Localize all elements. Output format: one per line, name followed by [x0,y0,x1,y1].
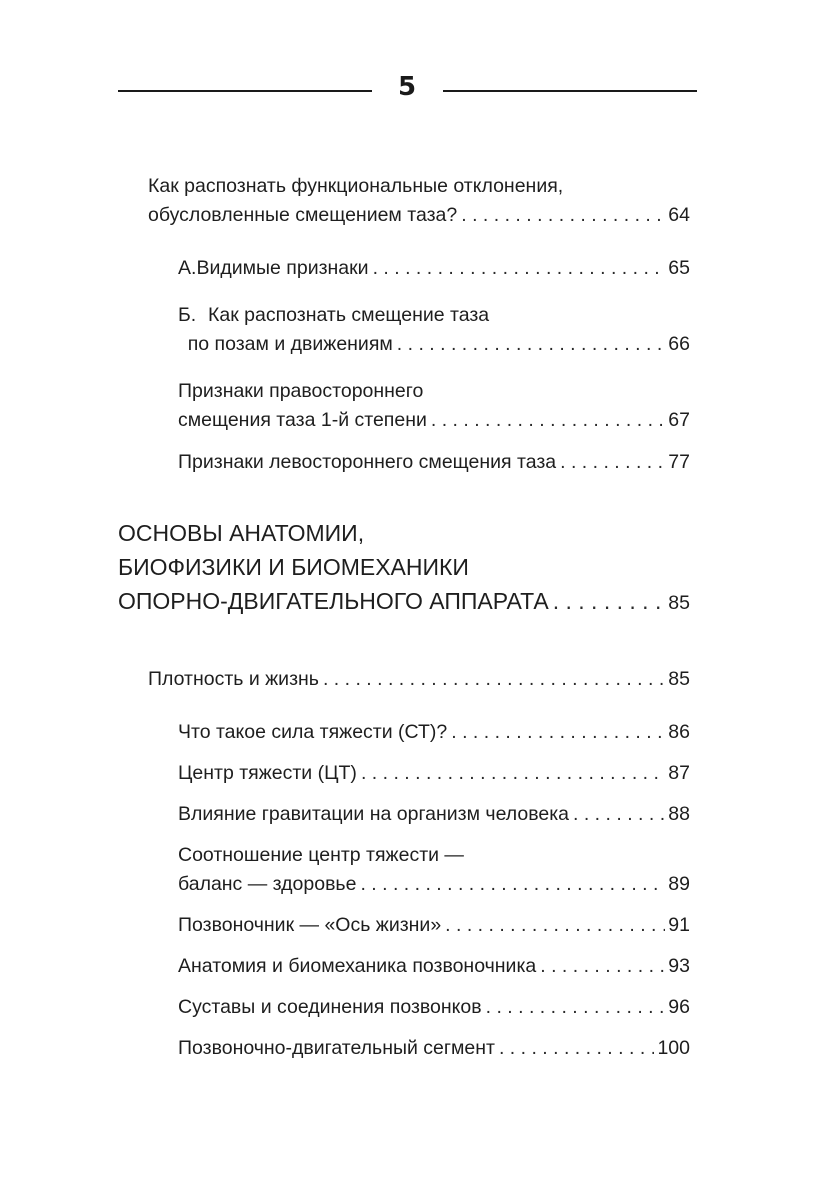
toc-entry-page: 85 [668,592,690,614]
toc-entry-title: по позам и движениям [187,333,393,355]
toc-entry[interactable] [178,841,690,899]
toc-section-entry[interactable] [118,516,690,620]
toc-section-title: ОПОРНО-ДВИГАТЕЛЬНОГО АППАРАТА [118,588,549,614]
toc-entry-page: 65 [668,257,690,279]
toc-entry-title: Что такое сила тяжести (СТ)? [178,721,448,743]
toc-entry-page: 67 [668,409,690,431]
toc-entry-title: Признаки левостороннего смещения таза [178,451,557,473]
toc-entry-title: Позвоночник — «Ось жизни» [178,914,442,936]
toc-entry[interactable] [178,301,690,359]
toc-entry-title: Влияние гравитации на организм человека [178,803,570,825]
toc-entry-page: 100 [657,1037,690,1059]
toc-entry[interactable] [178,800,690,829]
toc-entry[interactable] [178,718,690,747]
toc-entry-page: 66 [668,333,690,355]
toc-entry-title: обусловленные смещением таза? [148,204,458,226]
dot-leader [431,406,665,435]
toc-entry-page: 87 [668,762,690,784]
toc-entry[interactable] [178,759,690,788]
toc-entry-title: Позвоночно-двигательный сегмент [178,1037,495,1059]
toc-entry[interactable] [178,952,690,981]
dot-leader [540,952,665,981]
toc-entry-title: баланс — здоровье [178,873,357,895]
toc-entry-page: 77 [668,451,690,473]
dot-leader [560,448,665,477]
toc-entry-marker: А. [178,257,197,279]
toc-section-title: ОСНОВЫ АНАТОМИИ, [118,520,365,546]
toc-entry-page: 89 [668,873,690,895]
toc-entry-page: 64 [668,204,690,226]
dot-leader [373,254,666,283]
dot-leader [499,1034,655,1063]
toc-entry[interactable] [178,377,690,435]
toc-entry-page: 86 [668,721,690,743]
toc-entry-title: Как распознать функциональные отклонения, [148,175,564,197]
toc-section-title: БИОФИЗИКИ И БИОМЕХАНИКИ [118,554,469,580]
toc-entry[interactable] [178,911,690,940]
toc-entry-page: 91 [668,914,690,936]
dot-leader [445,911,665,940]
toc-entry-title: Центр тяжести (ЦТ) [178,762,357,784]
toc-entry[interactable] [178,254,690,283]
dot-leader [573,800,665,829]
dot-leader [361,759,665,788]
toc-entry-title: Соотношение центр тяжести — [178,844,464,866]
toc-entry[interactable] [178,1034,690,1063]
dot-leader [553,584,666,618]
toc-entry-page: 93 [668,955,690,977]
toc-entry-page: 88 [668,803,690,825]
dot-leader [323,665,665,694]
toc-entry-page: 85 [668,668,690,690]
toc-entry-title: Анатомия и биомеханика позвоночника [178,955,537,977]
toc-entry-title: Суставы и соединения позвонков [178,996,482,1018]
toc-entry[interactable] [178,993,690,1022]
toc-entry-marker: Б. [178,304,197,326]
toc-entry-page: 96 [668,996,690,1018]
dot-leader [360,870,665,899]
toc-entry-title: Видимые признаки [196,257,369,279]
toc-entry-title: смещения таза 1-й степени [178,409,427,431]
toc-entry[interactable] [178,448,690,477]
dot-leader [486,993,666,1022]
toc-entry-title: Признаки правостороннего [178,380,424,402]
toc-entry[interactable] [148,665,690,694]
dot-leader [451,718,665,747]
toc-entry-title: Плотность и жизнь [148,668,319,690]
toc-entry[interactable] [148,172,690,230]
dot-leader [397,330,666,359]
page-number: 5 [397,72,417,102]
dot-leader [461,201,665,230]
toc-entry-title: Как распознать смещение таза [208,304,490,326]
